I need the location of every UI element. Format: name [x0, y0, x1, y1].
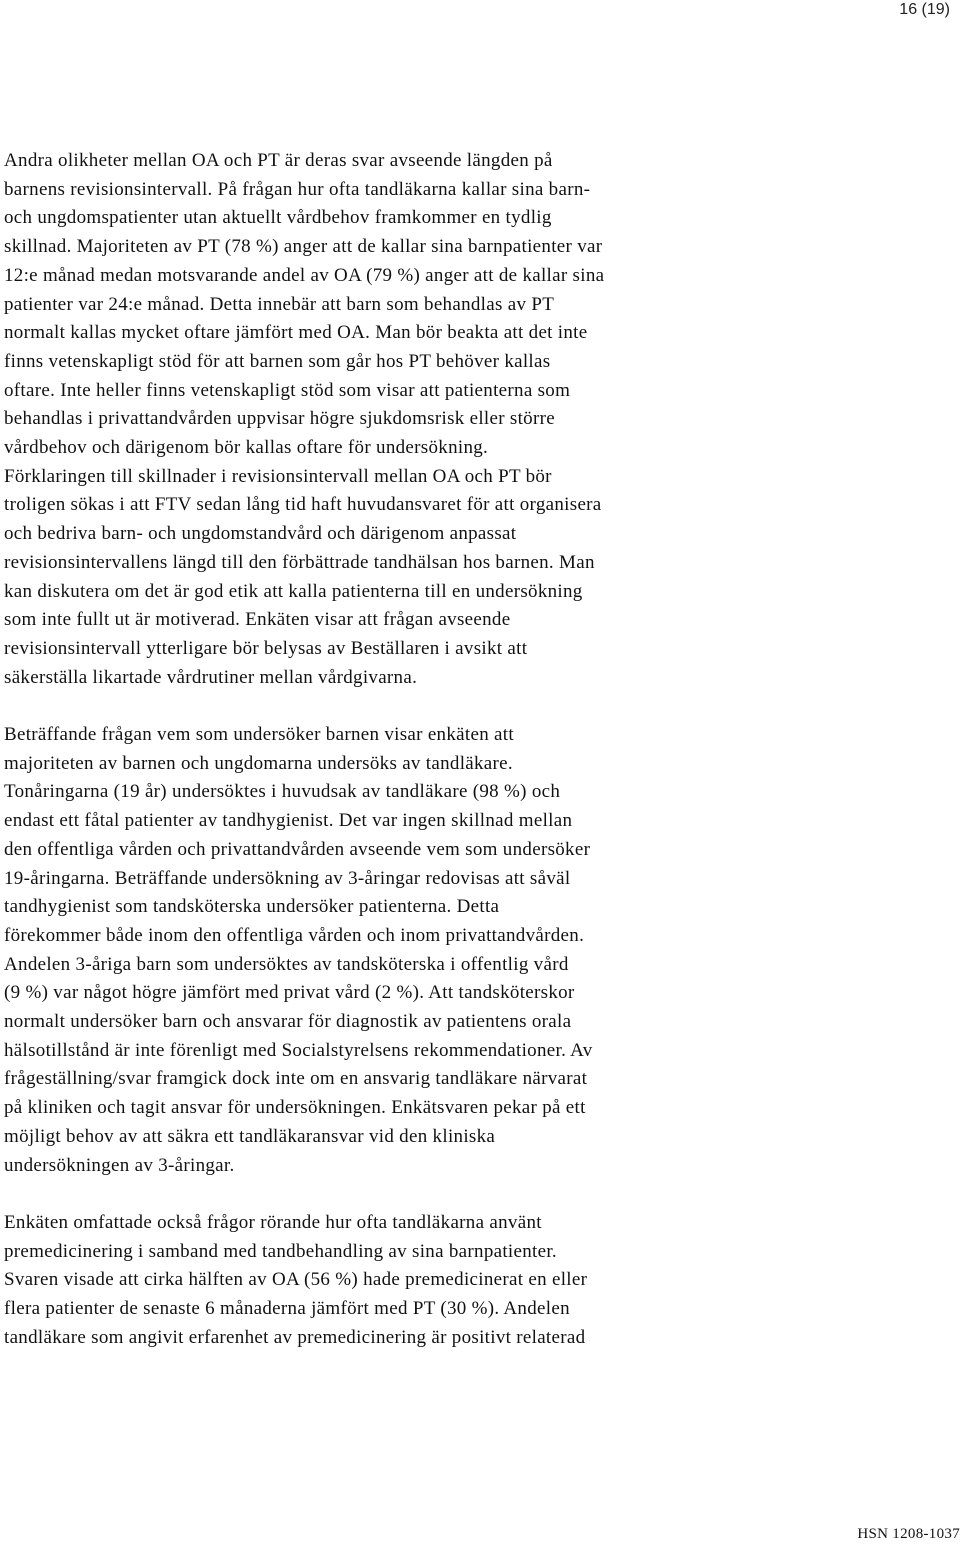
text-line: kan diskutera om det är god etik att kalla patienterna till en undersökning: [4, 580, 583, 602]
text-line: revisionsintervall ytterligare bör belysas av Beställaren i avsikt att: [4, 637, 528, 659]
text-line: och ungdomspatienter utan aktuellt vårdbehov framkommer en tydlig: [4, 207, 552, 229]
text-line: vårdbehov och därigenom bör kallas oftare för undersökning.: [4, 437, 489, 459]
text-line: (9 %) var något högre jämfört med privat vård (2 %). Att tandsköterskor: [4, 982, 575, 1004]
text-line: premedicinering i samband med tandbehandling av sina barnpatienter.: [4, 1240, 557, 1262]
paragraph-spacer: [4, 692, 954, 721]
text-line: den offentliga vården och privattandvården avseende vem som undersöker: [4, 838, 591, 860]
text-line: förekommer både inom den offentliga vården och inom privattandvården.: [4, 924, 585, 946]
text-line: flera patienter de senaste 6 månaderna jämfört med PT (30 %). Andelen: [4, 1298, 570, 1320]
text-line: Enkäten omfattade också frågor rörande hur ofta tandläkarna använt: [4, 1211, 542, 1233]
text-line: Beträffande frågan vem som undersöker barnen visar enkäten att: [4, 724, 514, 746]
text-line: och bedriva barn- och ungdomstandvård och därigenom anpassat: [4, 523, 517, 545]
page-number: 16 (19): [899, 1, 950, 18]
text-line: oftare. Inte heller finns vetenskapligt stöd som visar att patienterna som: [4, 379, 571, 401]
text-line: Svaren visade att cirka hälften av OA (56 %) hade premedicinerat en eller: [4, 1269, 588, 1291]
text-line: Tonåringarna (19 år) undersöktes i huvudsak av tandläkare (98 %) och: [4, 781, 561, 803]
text-line: Förklaringen till skillnader i revisionsintervall mellan OA och PT bör: [4, 465, 552, 487]
text-line: hälsotillstånd är inte förenligt med Socialstyrelsens rekommendationer. Av: [4, 1039, 593, 1061]
document-reference-code: HSN 1208-1037: [857, 1526, 960, 1542]
text-line: undersökningen av 3-åringar.: [4, 1154, 235, 1176]
text-line: revisionsintervallens längd till den förbättrade tandhälsan hos barnen. Man: [4, 551, 595, 573]
text-line: troligen sökas i att FTV sedan lång tid haft huvudansvaret för att organisera: [4, 494, 602, 516]
text-line: endast ett fåtal patienter av tandhygienist. Det var ingen skillnad mellan: [4, 810, 573, 832]
paragraph: [4, 147, 954, 692]
text-line: säkerställa likartade vårdrutiner mellan vårdgivarna.: [4, 666, 418, 688]
text-line: behandlas i privattandvården uppvisar högre sjukdomsrisk eller större: [4, 408, 555, 430]
text-line: finns vetenskapligt stöd för att barnen som går hos PT behöver kallas: [4, 350, 551, 372]
paragraph: [4, 1209, 954, 1353]
text-line: Andra olikheter mellan OA och PT är deras svar avseende längden på: [4, 150, 553, 171]
text-line: skillnad. Majoriteten av PT (78 %) anger att de kallar sina barnpatienter var: [4, 236, 603, 258]
text-line: tandläkare som angivit erfarenhet av premedicinering är positivt relaterad: [4, 1326, 586, 1348]
text-line: normalt kallas mycket oftare jämfört med OA. Man bör beakta att det inte: [4, 322, 588, 344]
text-line: på kliniken och tagit ansvar för undersökningen. Enkätsvaren pekar på ett: [4, 1097, 586, 1119]
text-line: 12:e månad medan motsvarande andel av OA (79 %) anger att de kallar sina: [4, 264, 605, 286]
text-line: barnens revisionsintervall. På frågan hur ofta tandläkarna kallar sina barn-: [4, 178, 591, 200]
text-line: som inte fullt ut är motiverad. Enkäten visar att frågan avseende: [4, 609, 511, 631]
body-text: [4, 147, 954, 1353]
text-line: Andelen 3-åriga barn som undersöktes av tandsköterska i offentlig vård: [4, 953, 569, 975]
text-line: normalt undersöker barn och ansvarar för diagnostik av patientens orala: [4, 1011, 572, 1033]
text-line: 19-åringarna. Beträffande undersökning av 3-åringar redovisas att såväl: [4, 867, 571, 889]
text-line: tandhygienist som tandsköterska undersöker patienterna. Detta: [4, 896, 500, 918]
text-line: patienter var 24:e månad. Detta innebär att barn som behandlas av PT: [4, 293, 555, 315]
text-line: frågeställning/svar framgick dock inte om en ansvarig tandläkare närvarat: [4, 1068, 588, 1090]
text-line: möjligt behov av att säkra ett tandläkaransvar vid den kliniska: [4, 1125, 496, 1147]
paragraph: [4, 721, 954, 1180]
paragraph-spacer: [4, 1180, 954, 1209]
text-line: majoriteten av barnen och ungdomarna undersöks av tandläkare.: [4, 752, 513, 774]
